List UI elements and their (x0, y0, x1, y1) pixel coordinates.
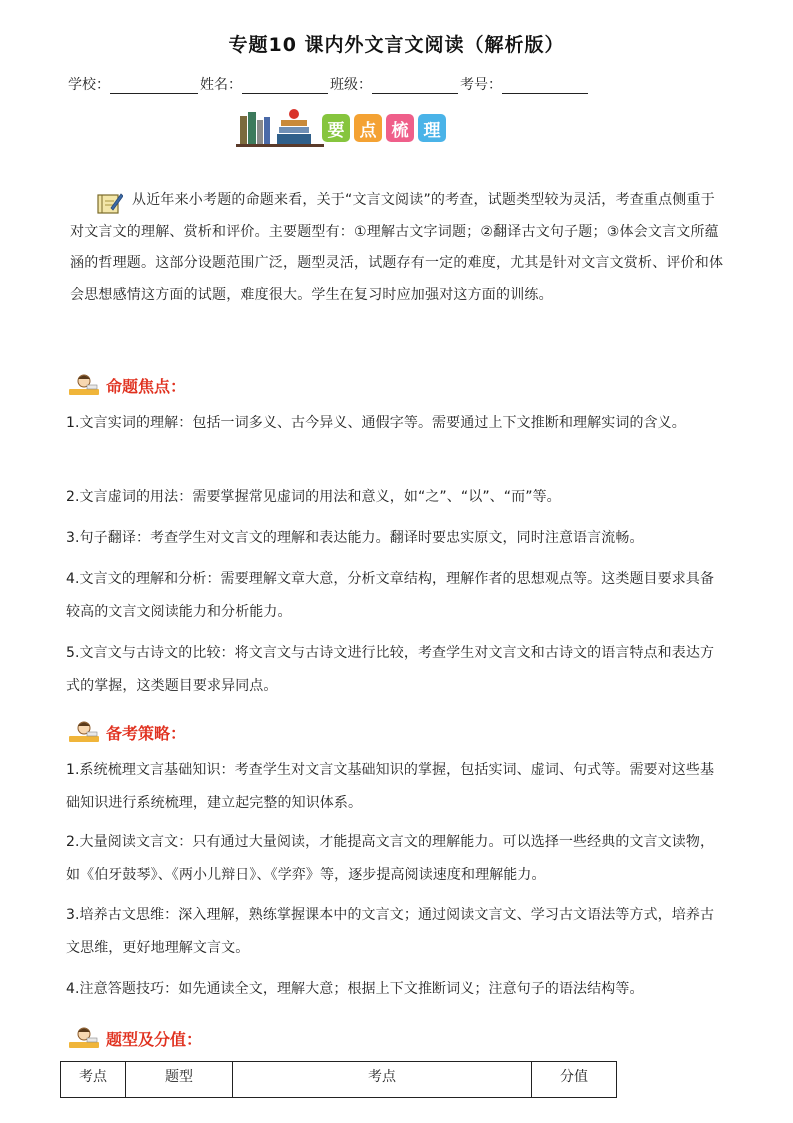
table-header-cell: 题型 (126, 1062, 233, 1098)
exam-number-label: 考号： (460, 77, 502, 93)
banner-chip: 理 (418, 114, 446, 142)
focus-item: 5.文言文与古诗文的比较：将文言文与古诗文进行比较，考查学生对文言文和古诗文的语言特点和表达方式的掌握，这类题目要求异同点。 (66, 645, 715, 694)
banner-chip: 梳 (386, 114, 414, 142)
section-heading-text: 题型及分值： (106, 1029, 203, 1049)
name-label: 姓名： (200, 77, 242, 93)
strategy-item: 1.系统梳理文言基础知识：考查学生对文言文基础知识的掌握，包括实词、虚词、句式等。需要对这些基础知识进行系统梳理，建立起完整的知识体系。 (66, 762, 715, 811)
banner-chips (322, 114, 446, 142)
section-heading-text: 备考策略： (106, 723, 187, 743)
student-info-line (68, 74, 590, 94)
class-blank[interactable] (372, 79, 458, 94)
table-header-cell: 考点 (61, 1062, 126, 1098)
key-points-banner (236, 108, 476, 150)
school-label: 学校： (68, 77, 110, 93)
section-heading-strategy (68, 719, 186, 745)
score-table (60, 1061, 617, 1098)
intro-paragraph: 从近年来小考题的命题来看，关于“文言文阅读”的考查，试题类型较为灵活，考查重点侧重于对文言文的理解、赏析和评价。主要题型有：①理解古文字词题；②翻译古文句子题；③体会文言文所蕴涵的哲理题。这部分设题范围广泛，题型灵活，试题存有一定的难度，尤其是针对文言文赏析、评价和体会思想感情这方面的试题，难度很大。学生在复习时应加强对这方面的训练。 (70, 192, 724, 303)
table-header-row (61, 1062, 617, 1098)
class-label: 班级： (330, 77, 372, 93)
name-blank[interactable] (242, 79, 328, 94)
table-header-cell: 考点 (233, 1062, 532, 1098)
student-writing-icon (68, 373, 100, 397)
focus-item: 2.文言虚词的用法：需要掌握常见虚词的用法和意义，如“之”、“以”、“而”等。 (66, 489, 561, 505)
section-heading-focus (68, 372, 186, 398)
page-title: 专题10 课内外文言文阅读（解析版） (228, 34, 565, 56)
focus-item: 4.文言文的理解和分析：需要理解文章大意，分析文章结构，理解作者的思想观点等。这类题目要求具备较高的文言文阅读能力和分析能力。 (66, 571, 715, 620)
focus-item: 3.句子翻译：考查学生对文言文的理解和表达能力。翻译时要忠实原文，同时注意语言流畅。 (66, 530, 644, 546)
strategy-item: 4.注意答题技巧：如先通读全文，理解大意；根据上下文推断词义；注意句子的语法结构等。 (66, 981, 644, 997)
table-header-cell: 分值 (532, 1062, 617, 1098)
section-heading-scores (68, 1025, 202, 1051)
focus-item: 1.文言实词的理解：包括一词多义、古今异义、通假字等。需要通过上下文推断和理解实词的含义。 (66, 415, 686, 431)
school-blank[interactable] (110, 79, 198, 94)
banner-chip: 点 (354, 114, 382, 142)
student-writing-icon (68, 1026, 100, 1050)
student-writing-icon (68, 720, 100, 744)
strategy-item: 3.培养古文思维：深入理解，熟练掌握课本中的文言文；通过阅读文言文、学习古文语法等方式，培养古文思维，更好地理解文言文。 (66, 907, 715, 956)
banner-chip: 要 (322, 114, 350, 142)
section-heading-text: 命题焦点： (106, 376, 187, 396)
exam-number-blank[interactable] (502, 79, 588, 94)
books-lamp-icon (236, 108, 326, 150)
strategy-item: 2.大量阅读文言文：只有通过大量阅读，才能提高文言文的理解能力。可以选择一些经典的文言文读物，如《伯牙鼓琴》、《两小儿辩日》、《学弈》等，逐步提高阅读速度和理解能力。 (66, 834, 715, 883)
